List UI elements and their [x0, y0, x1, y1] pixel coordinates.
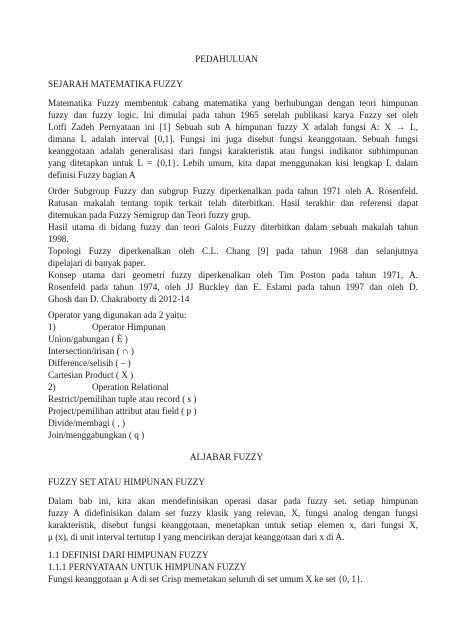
section-title-aljabar: ALJABAR FUZZY [189, 452, 264, 462]
page-title: PEDAHULUAN [195, 54, 258, 64]
list-item: Cartesian Product ( X ) [48, 370, 134, 380]
paragraph-history-line: Order Subgroup Fuzzy dan subgrup Fuzzy diperkenalkan pada tahun 1971 oleh A. Rosenfeld. [48, 186, 418, 196]
list-label: Operation Relational [92, 382, 169, 392]
subsection-heading-pernyataan: 1.1.1 PERNYATAAN UNTUK HIMPUNAN FUZZY [48, 562, 247, 572]
paragraph-history-line: Rosenfeld pada tahun 1974, oleh JJ Buckley dan E. Eslami pada tahun 1997 dan oleh D. [48, 282, 418, 292]
list-number: 2) [48, 382, 56, 392]
paragraph-fuzzy-set-line: μ (x), di unit interval tertutup I yang mencirikan derajat keanggotaan dari x di A. [48, 532, 345, 542]
section-heading-fuzzy-set: FUZZY SET ATAU HIMPUNAN FUZZY [48, 477, 205, 487]
paragraph-history-line: ditemukan pada Fuzzy Semigrup dan Teori fuzzy grup. [48, 210, 251, 220]
section-heading-sejarah: SEJARAH MATEMATIKA FUZZY [48, 79, 183, 89]
operator-group-relational [48, 381, 418, 393]
list-item: Divide/membagi ( , ) [48, 418, 126, 428]
paragraph-fuzzy-set-line: fuzzy A didefinisikan dalam set fuzzy klasik yang relevan, X, fungsi analog dengan fungsi [48, 508, 418, 518]
paragraph-intro-line: Matematika Fuzzy membentuk cabang matematika yang berhubungan dengan teori himpunan [48, 98, 418, 108]
list-item: Union/gabungan ( È ) [48, 334, 128, 344]
paragraph-intro-line: fuzzy dan fuzzy logic. Ini dimulai pada tahun 1965 setelah publikasi karya Fuzzy set oleh [48, 110, 418, 120]
paragraph-intro-line: keanggotaan adalah generalisasi dari fungsi karakteristik atau fungsi indikator subhimpunan [48, 146, 418, 156]
list-item: Intersection/irisan ( ∩ ) [48, 346, 134, 356]
list-label: Operator Himpunan [92, 322, 166, 332]
list-item: Restrict/pemilihan tuple atau record ( s ) [48, 394, 197, 404]
paragraph-history-line: 1998. [48, 234, 69, 244]
paragraph-membership: Fungsi keanggotaan μ A di set Crisp memetakan seluruh di set umum X ke set {0, 1}. [48, 574, 363, 584]
paragraph-intro-line: Lotfi Zadeh Pernyataan ini [1] Sebuah sub A himpunan fuzzy X adalah fungsi A: X → L, [48, 122, 418, 132]
paragraph-history-line: Konsep utama dari geometri fuzzy diperkenalkan oleh Tim Poston pada tahun 1971, A. [48, 270, 418, 280]
list-item: Project/pemilihan attribut atau field ( p ) [48, 406, 197, 416]
paragraph-history-line: dipelajari di banyak paper. [48, 258, 146, 268]
paragraph-history-line: Topologi Fuzzy diperkenalkan oleh C.L. Chang [9] pada tahun 1968 dan selanjutnya [48, 246, 418, 256]
paragraph-fuzzy-set-line: Dalam bab ini, kita akan mendefinisikan operasi dasar pada fuzzy set. setiap himpunan [48, 496, 418, 506]
paragraph-intro-line: yang ditetapkan untuk L = {0,1}. Lebih umum, kita dapat menggunakan kisi lengkap L dalam [48, 158, 418, 168]
paragraph-intro-line: dimana L adalah interval [0,1]. Fungsi ini juga disebut fungsi keanggotaan. Sebuah fungsi [48, 134, 418, 144]
subsection-heading-definisi: 1.1 DEFINISI DARI HIMPUNAN FUZZY [48, 550, 209, 560]
list-item: Join/menggabungkan ( q ) [48, 430, 145, 440]
list-item: Difference/selisih ( – ) [48, 358, 131, 368]
list-number: 1) [48, 322, 56, 332]
paragraph-history-line: Ratusan makalah tentang topik terkait telah diterbitkan. Hasil terakhir dan referensi dapat [48, 198, 418, 208]
paragraph-history-line: Ghosh dan D. Chakraborty di 2012-14 [48, 294, 190, 304]
paragraph-history-line: Hasil utama di bidang fuzzy dan teori Galois Fuzzy diterbitkan dalam sebuah makalah tahun [48, 222, 418, 232]
operators-intro: Operator yang digunakan ada 2 yaitu: [48, 310, 187, 320]
paragraph-fuzzy-set-line: karakteristik, disebut fungsi keanggotaan, menetapkan untuk setiap elemen x, dari fungsi X, [48, 520, 418, 530]
paragraph-intro-line: definisi Fuzzy bagian A [48, 170, 136, 180]
operator-group-set [48, 321, 418, 333]
